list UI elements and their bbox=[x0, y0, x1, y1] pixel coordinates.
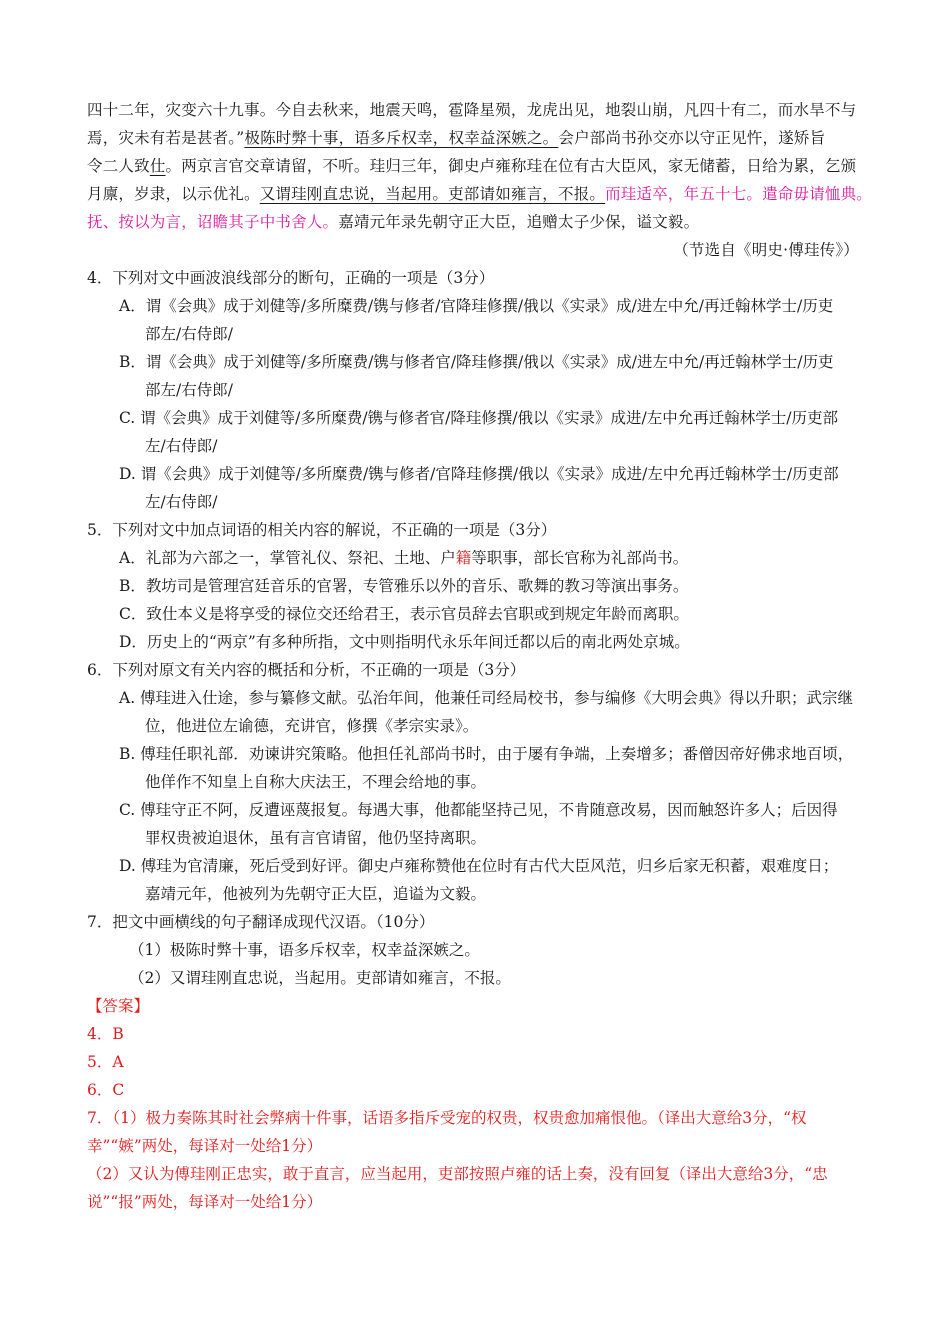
passage-text: 月廪，岁隶，以示优礼。 bbox=[87, 185, 260, 203]
option-text: A．礼部为六部之一，掌管礼仪、祭祀、土地、户 bbox=[119, 549, 456, 567]
question-stem: 7．把文中画横线的句子翻译成现代汉语。（10分） bbox=[87, 913, 435, 931]
answer-label: 【答案】 bbox=[87, 997, 150, 1015]
dotted-word: 仕 bbox=[149, 157, 166, 175]
passage-text: 。两京言官交章请留，不听。珪归三年，御史卢雍称珪在位有古大臣风，家无储蓄，日给为累，乞颁 bbox=[165, 157, 857, 175]
underlined-sentence-2: 又谓珪刚直忠说，当起用。吏部请如雍言，不报。 bbox=[259, 185, 606, 203]
passage-line bbox=[87, 124, 867, 152]
option-d-cont: 嘉靖元年，他被列为先朝守正大臣，追谥为文毅。 bbox=[145, 885, 487, 903]
question-stem: 5．下列对文中加点词语的相关内容的解说，不正确的一项是（3分） bbox=[87, 521, 557, 539]
passage bbox=[87, 96, 873, 264]
answer-section bbox=[87, 992, 867, 1216]
passage-text: 会户部尚书孙交亦以守正见忤，遂矫旨 bbox=[558, 129, 826, 147]
option-c: C. 傅珪守正不阿，反遭诬蔑报复。每遇大事，他都能坚持己见，不肯随意改易，因而触怒许多人；后因得 bbox=[119, 801, 838, 819]
option-d: D. 谓《会典》成于刘健等/多所糜费/镌与修者/官降珪修撰/俄以《实录》成进/左中允再迁翰林学士/历吏部 bbox=[119, 465, 839, 483]
passage-line bbox=[87, 180, 873, 208]
passage-line bbox=[87, 208, 867, 236]
sentence-1: （1）极陈时弊十事，语多斥权幸，权幸益深嫉之。 bbox=[129, 941, 480, 959]
passage-text: 四十二年，灾变六十九事。今自去秋来，地震天鸣，雹降星殒，龙虎出见，地裂山崩，凡四十有二，而水旱不与 bbox=[87, 101, 857, 119]
option-b: B. 傅珪任职礼部．劝谏讲究策略。他担任礼部尚书时，由于屡有争端，上奏增多；番僧因帝好佛求地百顷， bbox=[119, 745, 854, 763]
option-b: B．教坊司是管理宫廷音乐的官署，专管雅乐以外的音乐、歌舞的教习等演出事务。 bbox=[119, 577, 689, 595]
option-d-cont: 左/右侍郎/ bbox=[145, 493, 218, 511]
underlined-sentence-1: 极陈时弊十事，语多斥权幸，权幸益深嫉之。 bbox=[244, 129, 559, 147]
answer-7-2: （2）又认为傅珪刚正忠实，敢于直言，应当起用，吏部按照卢雍的话上奏，没有回复（译出大意给3分，“忠 bbox=[87, 1165, 828, 1183]
answer-5: 5．A bbox=[87, 1053, 124, 1071]
question-stem: 6．下列对原文有关内容的概括和分析，不正确的一项是（3分） bbox=[87, 661, 526, 679]
passage-text: 焉，灾未有若是甚者。” bbox=[87, 129, 245, 147]
answer-7-1-cont: 幸”“嫉”两处，每译对一处给1分） bbox=[87, 1137, 323, 1155]
option-a: A. 傅珪进入仕途，参与纂修文献。弘治年间，他兼任司经局校书，参与编修《大明会典》得以升职；武宗继 bbox=[119, 689, 854, 707]
option-d: D．历史上的“两京”有多种所指，文中则指明代永乐年间迁都以后的南北两处京城。 bbox=[119, 633, 690, 651]
answer-6: 6．C bbox=[87, 1081, 125, 1099]
passage-text: 令二人致 bbox=[87, 157, 150, 175]
option-a-cont: 位，他进位左谕德，充讲官，修撰《孝宗实录》。 bbox=[145, 717, 479, 735]
answer-7-1: 7．（1）极力奏陈其时社会弊病十件事，话语多指斥受宠的权贵，权贵愈加痛恨他。（译出大意给3分，“权 bbox=[87, 1109, 807, 1127]
answer-7-2-cont: 说”“报”两处，每译对一处给1分） bbox=[87, 1193, 323, 1211]
highlighted-text: 抚、按以为言，诏瞻其子中书舍人。 bbox=[87, 213, 339, 231]
question-stem: 4．下列对文中画波浪线部分的断句，正确的一项是（3分） bbox=[87, 269, 495, 287]
sentence-2: （2）又谓珪刚直忠说，当起用。吏部请如雍言，不报。 bbox=[129, 969, 511, 987]
question-7 bbox=[87, 908, 867, 992]
option-text: 等职事，部长官称为礼部尚书。 bbox=[471, 549, 689, 567]
option-a: A．谓《会典》成于刘健等/多所糜费/镌与修者/官降珪修撰/俄以《实录》成/进左中允/再迁翰林学士/历吏 bbox=[119, 297, 834, 315]
option-b-cont: 他佯作不知皇上自称大庆法王，不理会给地的事。 bbox=[145, 773, 487, 791]
option-a bbox=[87, 544, 867, 572]
question-6 bbox=[87, 656, 867, 908]
option-c-cont: 罪权贵被迫退休，虽有言官请留，他仍坚持离职。 bbox=[145, 829, 487, 847]
highlighted-text: 而珪适卒，年五十七。遣命毋请恤典。 bbox=[605, 185, 873, 203]
option-c-cont: 左/右侍郎/ bbox=[145, 437, 218, 455]
answer-4: 4．B bbox=[87, 1025, 124, 1043]
option-c: C. 谓《会典》成于刘健等/多所糜费/镌与修者官/降珪修撰/俄以《实录》成进/左中允再迁翰林学士/历吏部 bbox=[119, 409, 838, 427]
document-page bbox=[87, 96, 873, 1216]
option-d: D. 傅珪为官清廉，死后受到好评。御史卢雍称赞他在位时有古代大臣风范，归乡后家无积蓄，艰难度日； bbox=[119, 857, 839, 875]
source-citation: （节选自《明史·傅珪传》） bbox=[673, 241, 859, 259]
option-c: C．致仕本义是将享受的禄位交还给君王，表示官员辞去官职或到规定年龄而离职。 bbox=[119, 605, 689, 623]
highlighted-char: 籍 bbox=[455, 549, 472, 567]
question-5 bbox=[87, 516, 867, 656]
passage-line bbox=[87, 96, 867, 124]
option-a-cont: 部左/右侍郎/ bbox=[145, 325, 233, 343]
option-b: B．谓《会典》成于刘健等/多所糜费/镌与修者官/降珪修撰/俄以《实录》成/进左中允/再迁翰林学士/历吏 bbox=[119, 353, 834, 371]
option-b-cont: 部左/右侍郎/ bbox=[145, 381, 233, 399]
passage-text: 嘉靖元年录先朝守正大臣，追赠太子少保，谥文毅。 bbox=[338, 213, 700, 231]
question-4 bbox=[87, 264, 867, 516]
passage-line bbox=[87, 152, 867, 180]
